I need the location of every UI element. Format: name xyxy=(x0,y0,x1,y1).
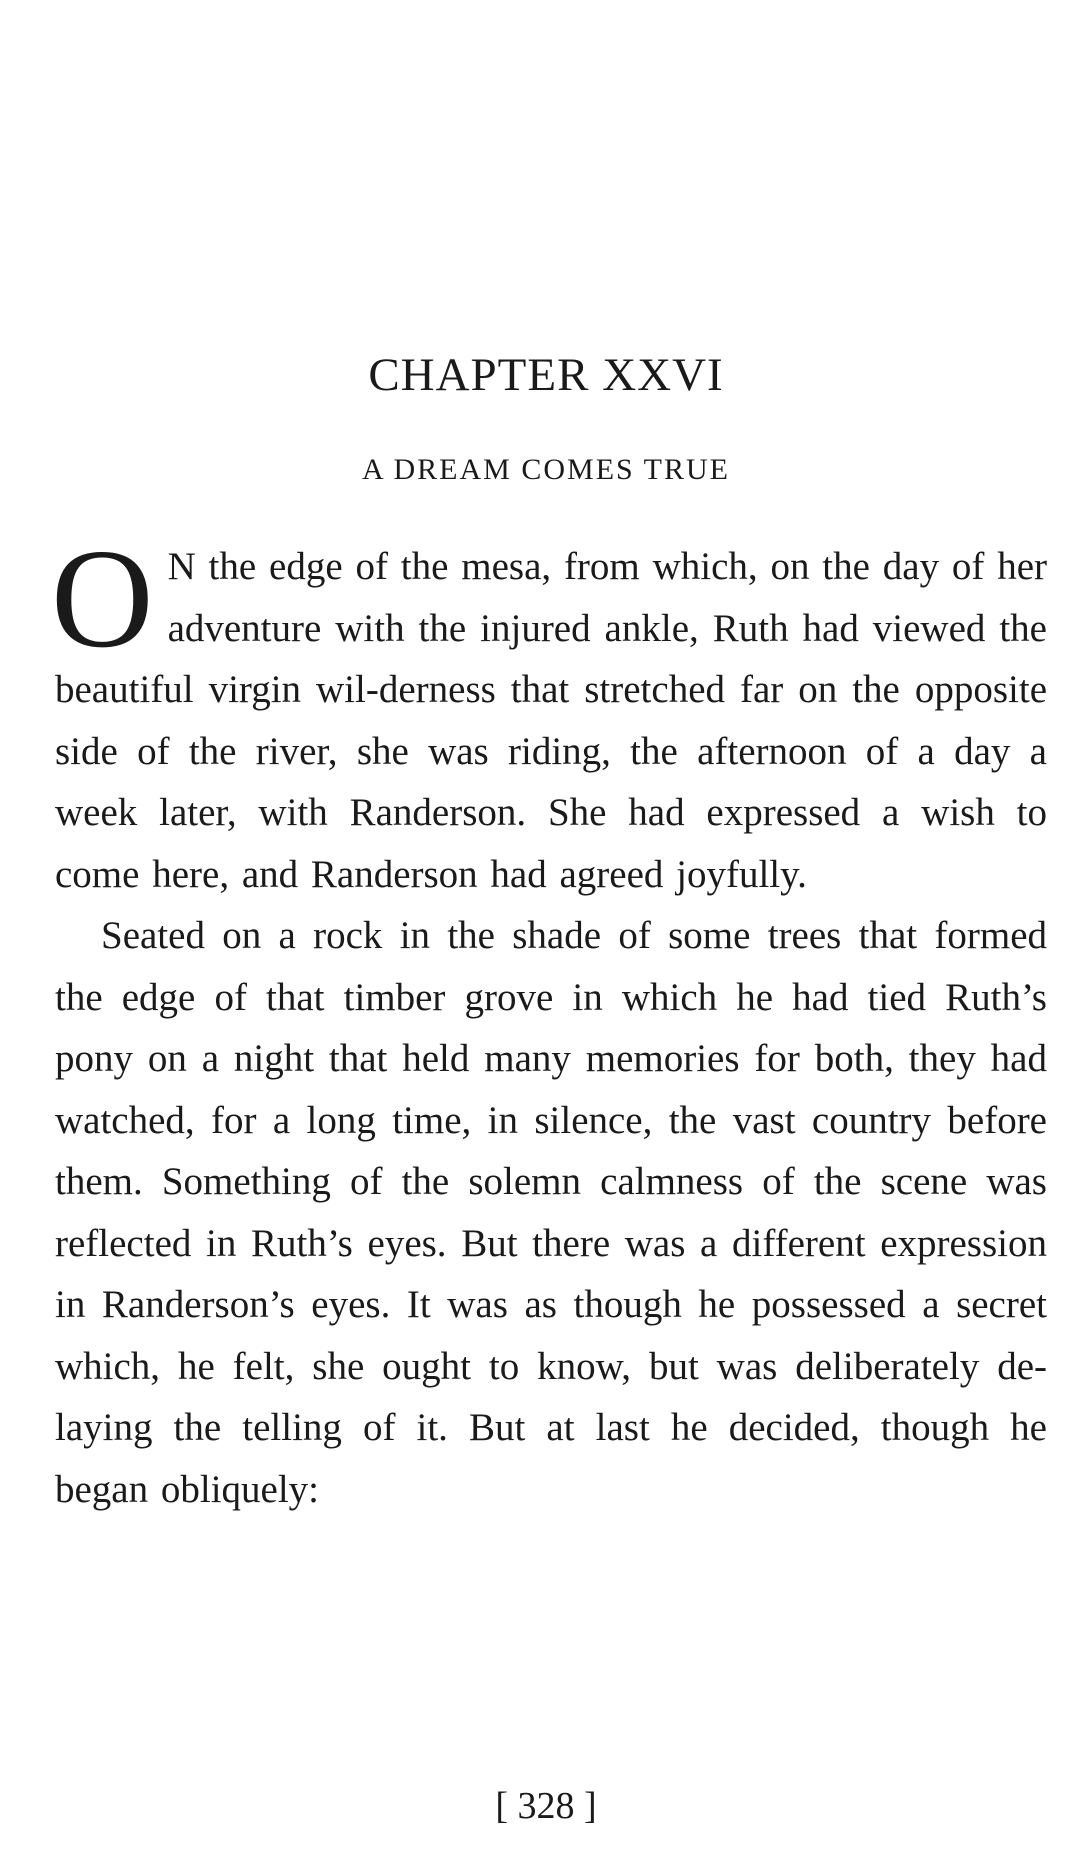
chapter-body xyxy=(51,519,1047,1520)
drop-cap-letter: O xyxy=(51,519,154,677)
paragraph-1 xyxy=(51,519,1047,905)
chapter-title: CHAPTER XXVI xyxy=(368,349,724,401)
paragraph-2-text: Seated on a rock in the shade of some trees that formed the edge of that timber grove in which he had tied Ruth’s pony on a night that held many memories for both, they had watched, for a long time, in silence, the vast country before them. Something of the solemn calmness of the scene was reflected in Ruth’s eyes. But there was a different expression in Randerson’s eyes. It was as though he possessed a secret which, he felt, she ought to know, but was deliberately de-laying the telling of it. But at last he decided, though he began obliquely: xyxy=(55,914,1047,1511)
page-number: [ 328 ] xyxy=(495,1785,597,1827)
paragraph-1-text: N the edge of the mesa, from which, on the day of her adventure with the injured ankle, Ruth had viewed the beautiful virgin wil-derness that stretched far on the opposite side of the river, she was riding, the afternoon of a day a week later, with Randerson. She had expressed a wish to come here, and Randerson had agreed joyfully. xyxy=(55,545,1047,896)
paragraph-2 xyxy=(55,905,1047,1520)
chapter-subtitle: A DREAM COMES TRUE xyxy=(362,453,730,486)
